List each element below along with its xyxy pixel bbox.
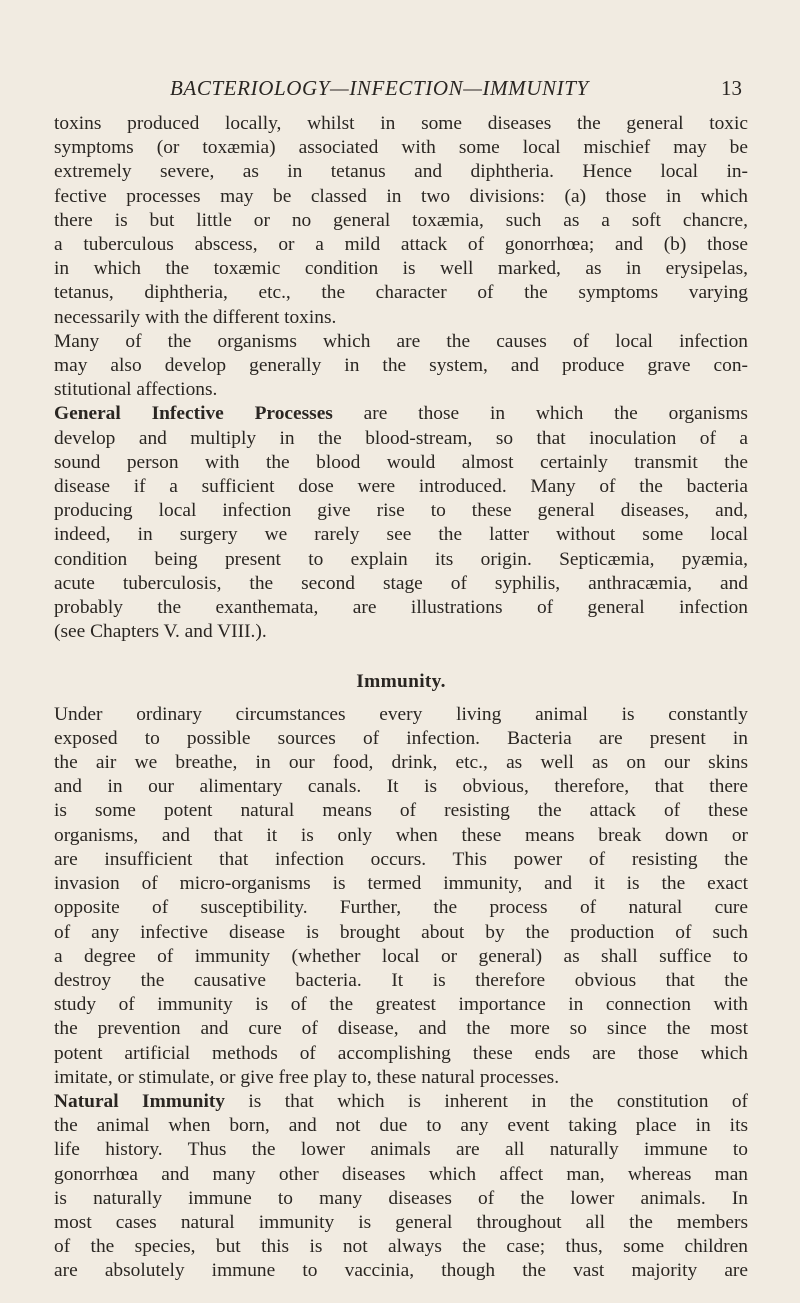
text-line: producing local infection give rise to these general diseases, and, (54, 500, 748, 522)
text-line: destroy the causative bacteria. It is therefore obvious that the (54, 969, 748, 991)
text-line: are insufficient that infection occurs. This power of resisting the (54, 848, 748, 870)
text-line: Under ordinary circumstances every living animal is constantly (54, 703, 748, 725)
text-line: and in our alimentary canals. It is obvious, therefore, that there (54, 776, 748, 798)
text-line: develop and multiply in the blood-stream, so that inoculation of a (54, 427, 748, 449)
paragraph-general-infective-processes (54, 402, 748, 644)
text-line: in which the toxæmic condition is well marked, as in erysipelas, (54, 258, 748, 280)
text-line: a tuberculous abscess, or a mild attack of gonorrhœa; and (b) those (54, 234, 748, 256)
text-line: Many of the organisms which are the causes of local infection (54, 330, 748, 352)
running-head: BACTERIOLOGY—INFECTION—IMMUNITY (170, 76, 589, 100)
page-header (54, 76, 748, 106)
text-line: extremely severe, as in tetanus and diphtheria. Hence local in- (54, 161, 748, 183)
paragraph-natural-immunity (54, 1090, 748, 1284)
section-heading-immunity: Immunity. (356, 671, 446, 693)
paragraph-local-toxaemia (54, 112, 748, 330)
text-line: the prevention and cure of disease, and the more so since the most (54, 1018, 748, 1040)
paragraph-general-development (54, 330, 748, 403)
text-line: the animal when born, and not due to any event taking place in its (54, 1115, 748, 1137)
text-line: is some potent natural means of resisting the attack of these (54, 800, 748, 822)
run-in-heading: General Infective Processes (54, 403, 333, 425)
text-line: acute tuberculosis, the second stage of syphilis, anthracæmia, and (54, 572, 748, 594)
text-line: probably the exanthemata, are illustrations of general infection (54, 597, 748, 619)
text-line: indeed, in surgery we rarely see the latter without some local (54, 524, 748, 546)
text-line: exposed to possible sources of infection. Bacteria are present in (54, 727, 748, 749)
text-line: potent artificial methods of accomplishing these ends are those which (54, 1042, 748, 1064)
text-line: necessarily with the different toxins. (54, 306, 337, 328)
text-line: the air we breathe, in our food, drink, etc., as well as on our skins (54, 752, 748, 774)
page-number: 13 (721, 76, 742, 100)
text-line: (see Chapters V. and VIII.). (54, 621, 267, 643)
text-line: tetanus, diphtheria, etc., the character of the symptoms varying (54, 282, 748, 304)
text-line: is naturally immune to many diseases of the lower animals. In (54, 1187, 748, 1209)
text-line: imitate, or stimulate, or give free play to, these natural processes. (54, 1066, 560, 1088)
page-body (54, 112, 748, 1284)
text-line: may also develop generally in the system, and produce grave con- (54, 355, 748, 377)
run-in-heading: Natural Immunity (54, 1090, 225, 1112)
text-line: stitutional affections. (54, 379, 218, 401)
text-line: there is but little or no general toxæmia, such as a soft chancre, (54, 209, 748, 231)
text-line: organisms, and that it is only when these means break down or (54, 824, 748, 846)
text-line: are absolutely immune to vaccinia, though the vast majority are (54, 1260, 748, 1282)
text-line: disease if a sufficient dose were introduced. Many of the bacteria (54, 476, 748, 498)
text-line: most cases natural immunity is general throughout all the members (54, 1211, 748, 1233)
text-line: invasion of micro-organisms is termed immunity, and it is the exact (54, 873, 748, 895)
text-line: life history. Thus the lower animals are all naturally immune to (54, 1139, 748, 1161)
text-line: gonorrhœa and many other diseases which affect man, whereas man (54, 1163, 748, 1185)
text-line: fective processes may be classed in two divisions: (a) those in which (54, 185, 748, 207)
text-line: of the species, but this is not always the case; thus, some children (54, 1236, 748, 1258)
text-line: sound person with the blood would almost certainly transmit the (54, 451, 748, 473)
text-line: opposite of susceptibility. Further, the process of natural cure (54, 897, 748, 919)
text-line: toxins produced locally, whilst in some diseases the general toxic (54, 113, 748, 134)
text-line: is that which is inherent in the constitution of (225, 1090, 748, 1112)
text-line: of any infective disease is brought about by the production of such (54, 921, 748, 943)
paragraph-immunity-intro (54, 703, 748, 1090)
text-line: are those in which the organisms (332, 403, 748, 425)
text-line: a degree of immunity (whether local or general) as shall suffice to (54, 945, 748, 967)
text-line: symptoms (or toxæmia) associated with some local mischief may be (54, 137, 748, 159)
text-line: condition being present to explain its origin. Septicæmia, pyæmia, (54, 548, 748, 570)
text-line: study of immunity is of the greatest importance in connection with (54, 994, 748, 1016)
